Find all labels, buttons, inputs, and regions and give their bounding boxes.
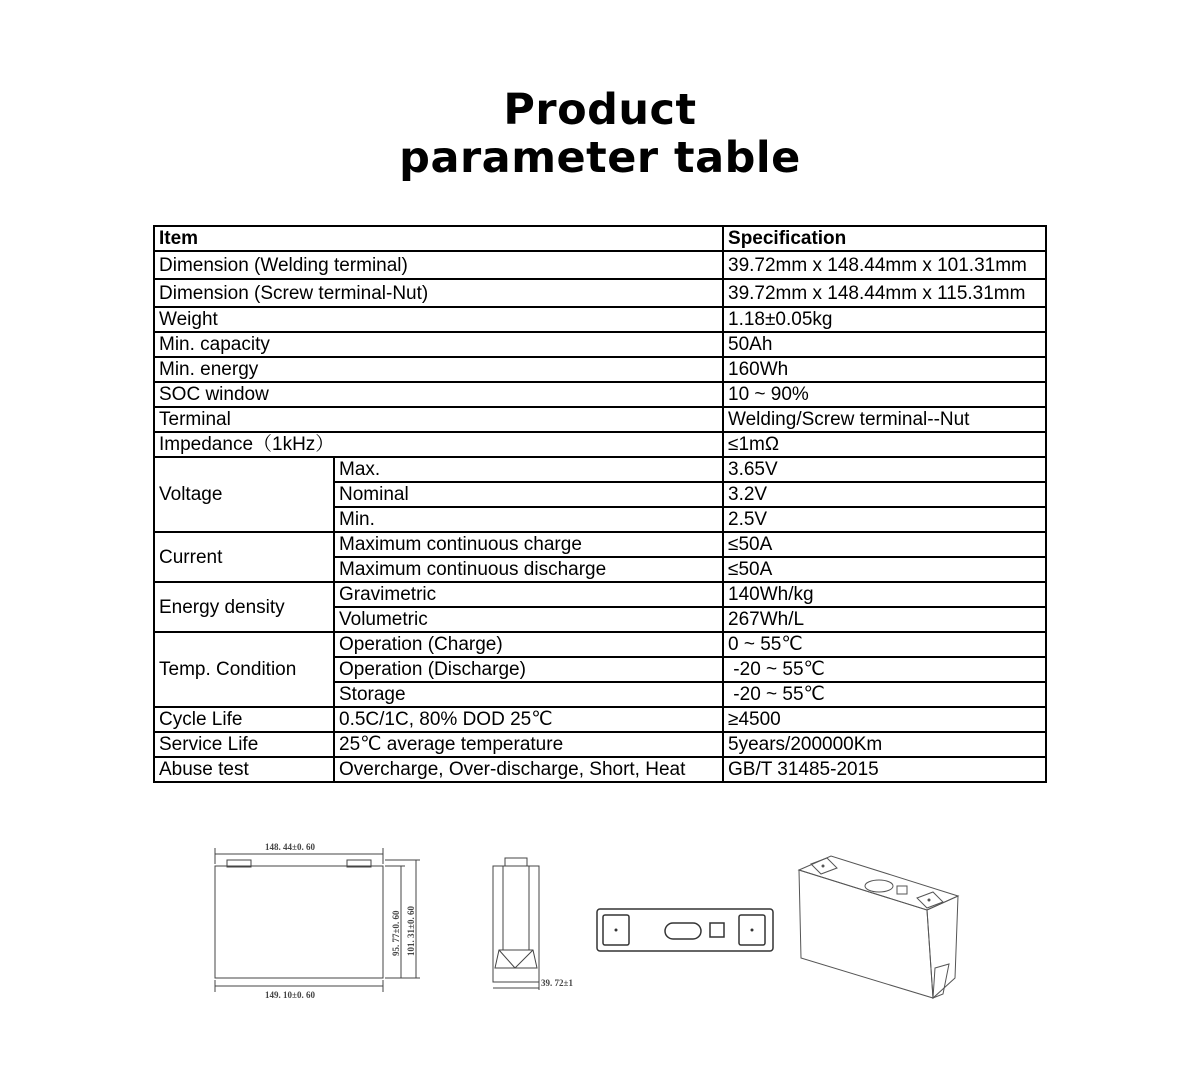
row-item: Min. energy xyxy=(154,357,723,382)
row-sub: Maximum continuous charge xyxy=(334,532,723,557)
top-dimension-label: 148. 44±0. 60 xyxy=(265,842,315,852)
row-item: Cycle Life xyxy=(154,707,334,732)
table-row xyxy=(154,457,1046,482)
table-row xyxy=(154,432,1046,457)
table-header-row xyxy=(154,226,1046,251)
row-cond: 0.5C/1C, 80% DOD 25℃ xyxy=(334,707,723,732)
table-row xyxy=(154,757,1046,782)
table-row xyxy=(154,732,1046,757)
row-item: Dimension (Screw terminal-Nut) xyxy=(154,279,723,307)
top-view-drawing xyxy=(593,903,783,963)
row-sub: Operation (Charge) xyxy=(334,632,723,657)
group-label-energy-density: Energy density xyxy=(154,582,334,632)
row-sub: Operation (Discharge) xyxy=(334,657,723,682)
row-value: ≤50A xyxy=(723,557,1046,582)
side-view-drawing xyxy=(485,850,595,1020)
row-value: 2.5V xyxy=(723,507,1046,532)
row-item: Weight xyxy=(154,307,723,332)
title-line-1: Product xyxy=(503,85,697,135)
row-sub: Max. xyxy=(334,457,723,482)
group-label-temp: Temp. Condition xyxy=(154,632,334,707)
title-line-2: parameter table xyxy=(399,133,801,183)
row-cond: 25℃ average temperature xyxy=(334,732,723,757)
row-value: ≤1mΩ xyxy=(723,432,1046,457)
row-value: ≥4500 xyxy=(723,707,1046,732)
row-value: 50Ah xyxy=(723,332,1046,357)
bottom-dimension-label: 149. 10±0. 60 xyxy=(265,990,315,1000)
header-item: Item xyxy=(154,226,723,251)
page-title xyxy=(0,86,1200,182)
table-row xyxy=(154,279,1046,307)
row-value: 3.2V xyxy=(723,482,1046,507)
row-value: Welding/Screw terminal--Nut xyxy=(723,407,1046,432)
front-view-drawing xyxy=(205,838,445,1008)
row-value: 5years/200000Km xyxy=(723,732,1046,757)
parameter-table xyxy=(153,225,1047,783)
height-dimension-label-2: 101. 31±0. 60 xyxy=(406,906,416,956)
height-dimension-label-1: 95. 77±0. 60 xyxy=(391,910,401,956)
row-sub: Gravimetric xyxy=(334,582,723,607)
row-item: Terminal xyxy=(154,407,723,432)
row-sub: Maximum continuous discharge xyxy=(334,557,723,582)
row-value: 0 ~ 55℃ xyxy=(723,632,1046,657)
isometric-view-drawing xyxy=(793,848,973,1028)
table-row xyxy=(154,707,1046,732)
group-label-voltage: Voltage xyxy=(154,457,334,532)
row-item: Abuse test xyxy=(154,757,334,782)
group-label-current: Current xyxy=(154,532,334,582)
row-item: Impedance（1kHz） xyxy=(154,432,723,457)
table-row xyxy=(154,407,1046,432)
row-item: Service Life xyxy=(154,732,334,757)
row-item: Min. capacity xyxy=(154,332,723,357)
row-value: 160Wh xyxy=(723,357,1046,382)
table-row xyxy=(154,532,1046,557)
table-row xyxy=(154,332,1046,357)
row-value: 10 ~ 90% xyxy=(723,382,1046,407)
table-row xyxy=(154,357,1046,382)
row-sub: Min. xyxy=(334,507,723,532)
table-row xyxy=(154,382,1046,407)
row-sub: Storage xyxy=(334,682,723,707)
thickness-dimension-label: 39. 72±1 xyxy=(541,978,573,988)
row-value: 140Wh/kg xyxy=(723,582,1046,607)
table-row xyxy=(154,632,1046,657)
table-row xyxy=(154,582,1046,607)
row-item: Dimension (Welding terminal) xyxy=(154,251,723,279)
table-row xyxy=(154,307,1046,332)
row-value: 1.18±0.05kg xyxy=(723,307,1046,332)
row-cond: Overcharge, Over-discharge, Short, Heat xyxy=(334,757,723,782)
row-item: SOC window xyxy=(154,382,723,407)
cell-drawings xyxy=(0,830,1200,1030)
header-spec: Specification xyxy=(723,226,1046,251)
row-sub: Nominal xyxy=(334,482,723,507)
row-value: -20 ~ 55℃ xyxy=(723,682,1046,707)
row-value: GB/T 31485-2015 xyxy=(723,757,1046,782)
row-value: -20 ~ 55℃ xyxy=(723,657,1046,682)
row-value: 39.72mm x 148.44mm x 115.31mm xyxy=(723,279,1046,307)
row-value: 3.65V xyxy=(723,457,1046,482)
row-value: ≤50A xyxy=(723,532,1046,557)
row-sub: Volumetric xyxy=(334,607,723,632)
table-row xyxy=(154,251,1046,279)
row-value: 39.72mm x 148.44mm x 101.31mm xyxy=(723,251,1046,279)
row-value: 267Wh/L xyxy=(723,607,1046,632)
